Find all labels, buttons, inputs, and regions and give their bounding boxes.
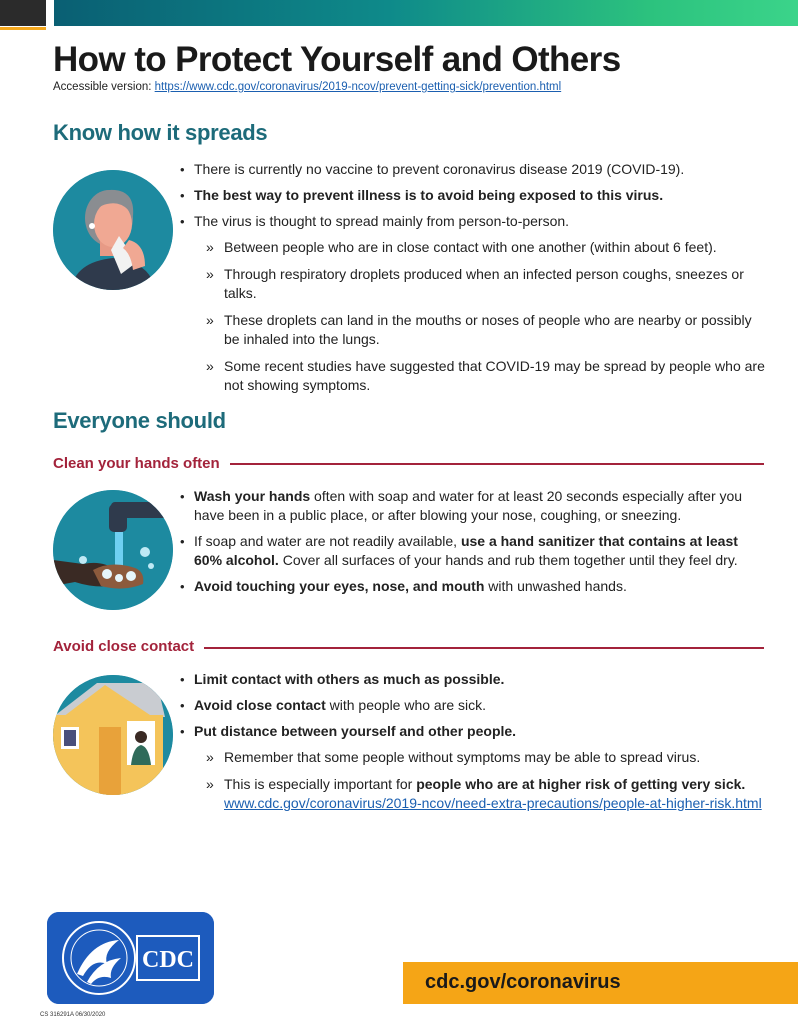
accessible-version-label: Accessible version: [53,81,152,93]
top-bar-dark-block [0,0,46,26]
handwashing-icon [53,490,173,610]
section-heading-everyone: Everyone should [53,408,226,433]
bold-text: Wash your hands [194,488,311,504]
section-divider-contact [196,647,764,649]
list-item-text: The virus is thought to spread mainly from person-to-person. [194,213,570,229]
sneezing-person-icon [53,170,173,290]
list-item [180,532,765,570]
list-item [180,577,765,596]
list-item: • There is currently no vaccine to prevent coronavirus disease 2019 (COVID-19). [180,160,765,179]
subsection-heading-hands: Clean your hands often [53,455,230,472]
bold-text: use a hand sanitizer that contains at least 60% alcohol. [194,533,738,568]
hhs-cdc-logo [47,912,214,1004]
accessible-version-link[interactable]: https://www.cdc.gov/coronavirus/2019-ncov/prevent-getting-sick/prevention.html [154,81,562,93]
sub-list-item [194,775,765,813]
cdc-logo-text: CDC [142,947,194,973]
list-item [180,670,765,689]
contact-bullet-list [180,670,765,821]
list-item-text: This is especially important for [224,776,417,792]
footer-site-link[interactable]: cdc.gov/coronavirus [425,971,621,993]
bold-text: people who are at higher risk of getting very sick. [416,776,746,792]
bold-text: Avoid close contact [194,697,326,713]
list-item-text: often with soap and water for at least 20 seconds especially after you have been in a public place, or after blowing your nose, coughing, or sneezing. [194,488,743,523]
section-heading-spreads: Know how it spreads [53,120,268,145]
footer-bar [403,962,798,1004]
bold-text: The best way to prevent illness is to avoid being exposed to this virus. [194,187,664,203]
bold-text: Avoid touching your eyes, nose, and mouth [194,578,485,594]
hands-bullet-list [180,487,765,603]
top-accent-line [0,27,46,30]
top-gradient-banner [54,0,798,26]
page-title: How to Protect Yourself and Others [53,40,621,79]
list-item-text: with people who are sick. [325,697,487,713]
sub-list-item: » Through respiratory droplets produced when an infected person coughs, sneezes or talks. [194,265,765,303]
bold-text: Limit contact with others as much as possible. [194,671,505,687]
sub-list-item: » Between people who are in close contact with one another (within about 6 feet). [194,238,765,257]
house-icon [53,675,173,795]
bold-text: Put distance between yourself and other people. [194,723,517,739]
spreads-bullet-list [180,160,765,403]
list-item [180,186,765,205]
list-item-text: If soap and water are not readily available, [194,533,461,549]
list-item [180,487,765,525]
sub-list-item: » Some recent studies have suggested that COVID-19 may be spread by people who are not showing symptoms. [194,357,765,395]
document-code: CS 316291A 06/30/2020 [40,1012,106,1018]
subsection-heading-contact: Avoid close contact [53,638,204,655]
higher-risk-link[interactable]: www.cdc.gov/coronavirus/2019-ncov/need-extra-precautions/people-at-higher-risk.html [224,795,762,811]
sub-list-item: » Remember that some people without symptoms may be able to spread virus. [194,748,765,767]
accessible-version-line [53,81,561,93]
contact-sub-list [194,748,765,813]
section-divider-hands [222,463,764,465]
list-item [180,212,765,395]
spreads-sub-list [194,238,765,395]
list-item-text: Cover all surfaces of your hands and rub them together until they feel dry. [278,552,738,568]
list-item-text: with unwashed hands. [484,578,627,594]
list-item [180,696,765,715]
list-item [180,722,765,813]
sub-list-item: » These droplets can land in the mouths or noses of people who are nearby or possibly be inhaled into the lungs. [194,311,765,349]
